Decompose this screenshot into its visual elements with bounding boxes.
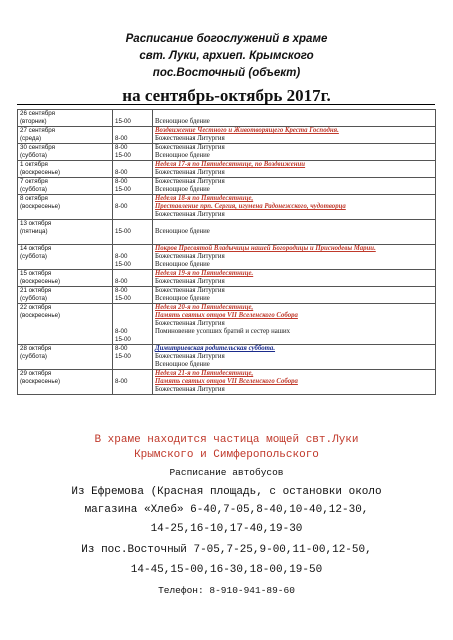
time-cell: 8-00	[113, 270, 153, 287]
date-cell: 28 октября (суббота)	[18, 345, 113, 370]
table-row	[18, 144, 436, 161]
time-cell: 8-00 15-00	[113, 287, 153, 304]
route-efremov-line-2: магазина «Хлеб» 6-40,7-05,8-40,10-40,12-30,	[84, 504, 369, 516]
date-cell: 21 октября (суббота)	[18, 287, 113, 304]
feast-title: Память святых отцов VII Вселенского Собора	[155, 378, 298, 385]
feast-title: Неделя 18-я по Пятидесятнице,	[155, 195, 254, 202]
service-cell: Неделя 18-я по Пятидесятнице, Преставление прп. Сергия, игумена Радонежского, чудотворца Божественная Литургия	[153, 195, 436, 220]
table-row	[18, 127, 436, 144]
route-efremov-line-1: Из Ефремова (Красная площадь, с остановки около	[71, 486, 382, 498]
service-cell: Неделя 19-я по Пятидесятнице. Божественная Литургия	[153, 270, 436, 287]
route-vostochny-line-2: 14-45,15-00,16-30,18-00,19-50	[130, 564, 323, 576]
service-cell: Димитриевская родительская суббота. Божественная Литургия Всенощное бдение	[153, 345, 436, 370]
feast-title: Неделя 21-я по Пятидесятнице,	[155, 370, 254, 377]
header-period: на сентябрь-октябрь 2017г.	[122, 86, 331, 105]
table-row	[18, 178, 436, 195]
time-cell: 8-00	[113, 127, 153, 144]
header-divider	[17, 104, 435, 105]
feast-title: Воздвижение Честного и Животворящего Креста Господня.	[155, 127, 339, 134]
feast-title: Неделя 20-я по Пятидесятнице,	[155, 304, 254, 311]
memorial-title: Димитриевская родительская суббота.	[155, 345, 276, 352]
feast-title: Неделя 19-я по Пятидесятнице.	[155, 270, 254, 277]
table-row	[18, 110, 436, 127]
header-line-1: Расписание богослужений в храме	[125, 33, 328, 45]
date-cell: 15 октября (воскресенье)	[18, 270, 113, 287]
service-cell: Всенощное бдение	[153, 220, 436, 245]
time-cell: 8-00	[113, 370, 153, 395]
time-cell: 8-00 15-00	[113, 304, 153, 345]
bus-schedule-title: Расписание автобусов	[169, 467, 284, 478]
table-row	[18, 245, 436, 270]
feast-title: Преставление прп. Сергия, игумена Радонежского, чудотворца	[155, 203, 346, 210]
header-line-2: свт. Луки, архиеп. Крымского	[139, 50, 314, 62]
time-cell: 8-00 15-00	[113, 345, 153, 370]
table-row	[18, 370, 436, 395]
route-vostochny-line-1: Из пос.Восточный 7-05,7-25,9-00,11-00,12-50,	[81, 544, 372, 556]
table-row	[18, 195, 436, 220]
service-cell: Всенощное бдение	[153, 110, 436, 127]
time-cell: 15-00	[113, 220, 153, 245]
time-cell: 8-00 15-00	[113, 178, 153, 195]
relic-line-2: Крымского и Симферопольского	[134, 449, 319, 461]
date-cell: 29 октября (воскресенье)	[18, 370, 113, 395]
table-row	[18, 220, 436, 245]
time-cell: 8-00 15-00	[113, 245, 153, 270]
route-efremov-line-3: 14-25,16-10,17-40,19-30	[150, 523, 303, 535]
date-cell: 7 октября (суббота)	[18, 178, 113, 195]
date-cell: 27 сентября (среда)	[18, 127, 113, 144]
table-row	[18, 287, 436, 304]
table-row	[18, 304, 436, 345]
time-cell: 8-00	[113, 161, 153, 178]
time-cell: 8-00 15-00	[113, 144, 153, 161]
date-cell: 8 октября (воскресенье)	[18, 195, 113, 220]
table-row	[18, 161, 436, 178]
service-cell: Покров Пресвятой Владычицы нашей Богородицы и Приснодевы Марии. Божественная Литургия Всенощное бдение	[153, 245, 436, 270]
service-cell: Воздвижение Честного и Животворящего Креста Господня. Божественная Литургия	[153, 127, 436, 144]
service-cell: Божественная Литургия Всенощное бдение	[153, 178, 436, 195]
relic-notice	[0, 433, 453, 463]
service-cell: Божественная Литургия Всенощное бдение	[153, 287, 436, 304]
service-cell: Божественная Литургия Всенощное бдение	[153, 144, 436, 161]
service-cell: Неделя 21-я по Пятидесятнице, Память святых отцов VII Вселенского Собора Божественная Литургия	[153, 370, 436, 395]
header-line-3: пос.Восточный (объект)	[152, 67, 301, 79]
feast-title: Неделя 17-я по Пятидесятнице, по Воздвижении	[155, 161, 306, 168]
date-cell: 14 октября (суббота)	[18, 245, 113, 270]
feast-title: Память святых отцов VII Вселенского Собора	[155, 312, 298, 319]
date-cell: 13 октября (пятница)	[18, 220, 113, 245]
service-cell: Неделя 17-я по Пятидесятнице, по Воздвижении Божественная Литургия	[153, 161, 436, 178]
phone-number: Телефон: 8-910-941-89-60	[158, 585, 295, 596]
date-cell: 1 октября (воскресенье)	[18, 161, 113, 178]
relic-line-1: В храме находится частица мощей свт.Луки	[94, 434, 359, 446]
service-cell: Неделя 20-я по Пятидесятнице, Память святых отцов VII Вселенского Собора Божественная Литургия Поминовение усопших братий и сестер наших	[153, 304, 436, 345]
time-cell: 15-00	[113, 110, 153, 127]
feast-title: Покров Пресвятой Владычицы нашей Богородицы и Приснодевы Марии.	[155, 245, 376, 252]
date-cell: 26 сентября (вторник)	[18, 110, 113, 127]
date-cell: 30 сентября (суббота)	[18, 144, 113, 161]
date-cell: 22 октября (воскресенье)	[18, 304, 113, 345]
time-cell: 8-00	[113, 195, 153, 220]
schedule-table	[17, 109, 436, 395]
table-row	[18, 270, 436, 287]
table-row	[18, 345, 436, 370]
